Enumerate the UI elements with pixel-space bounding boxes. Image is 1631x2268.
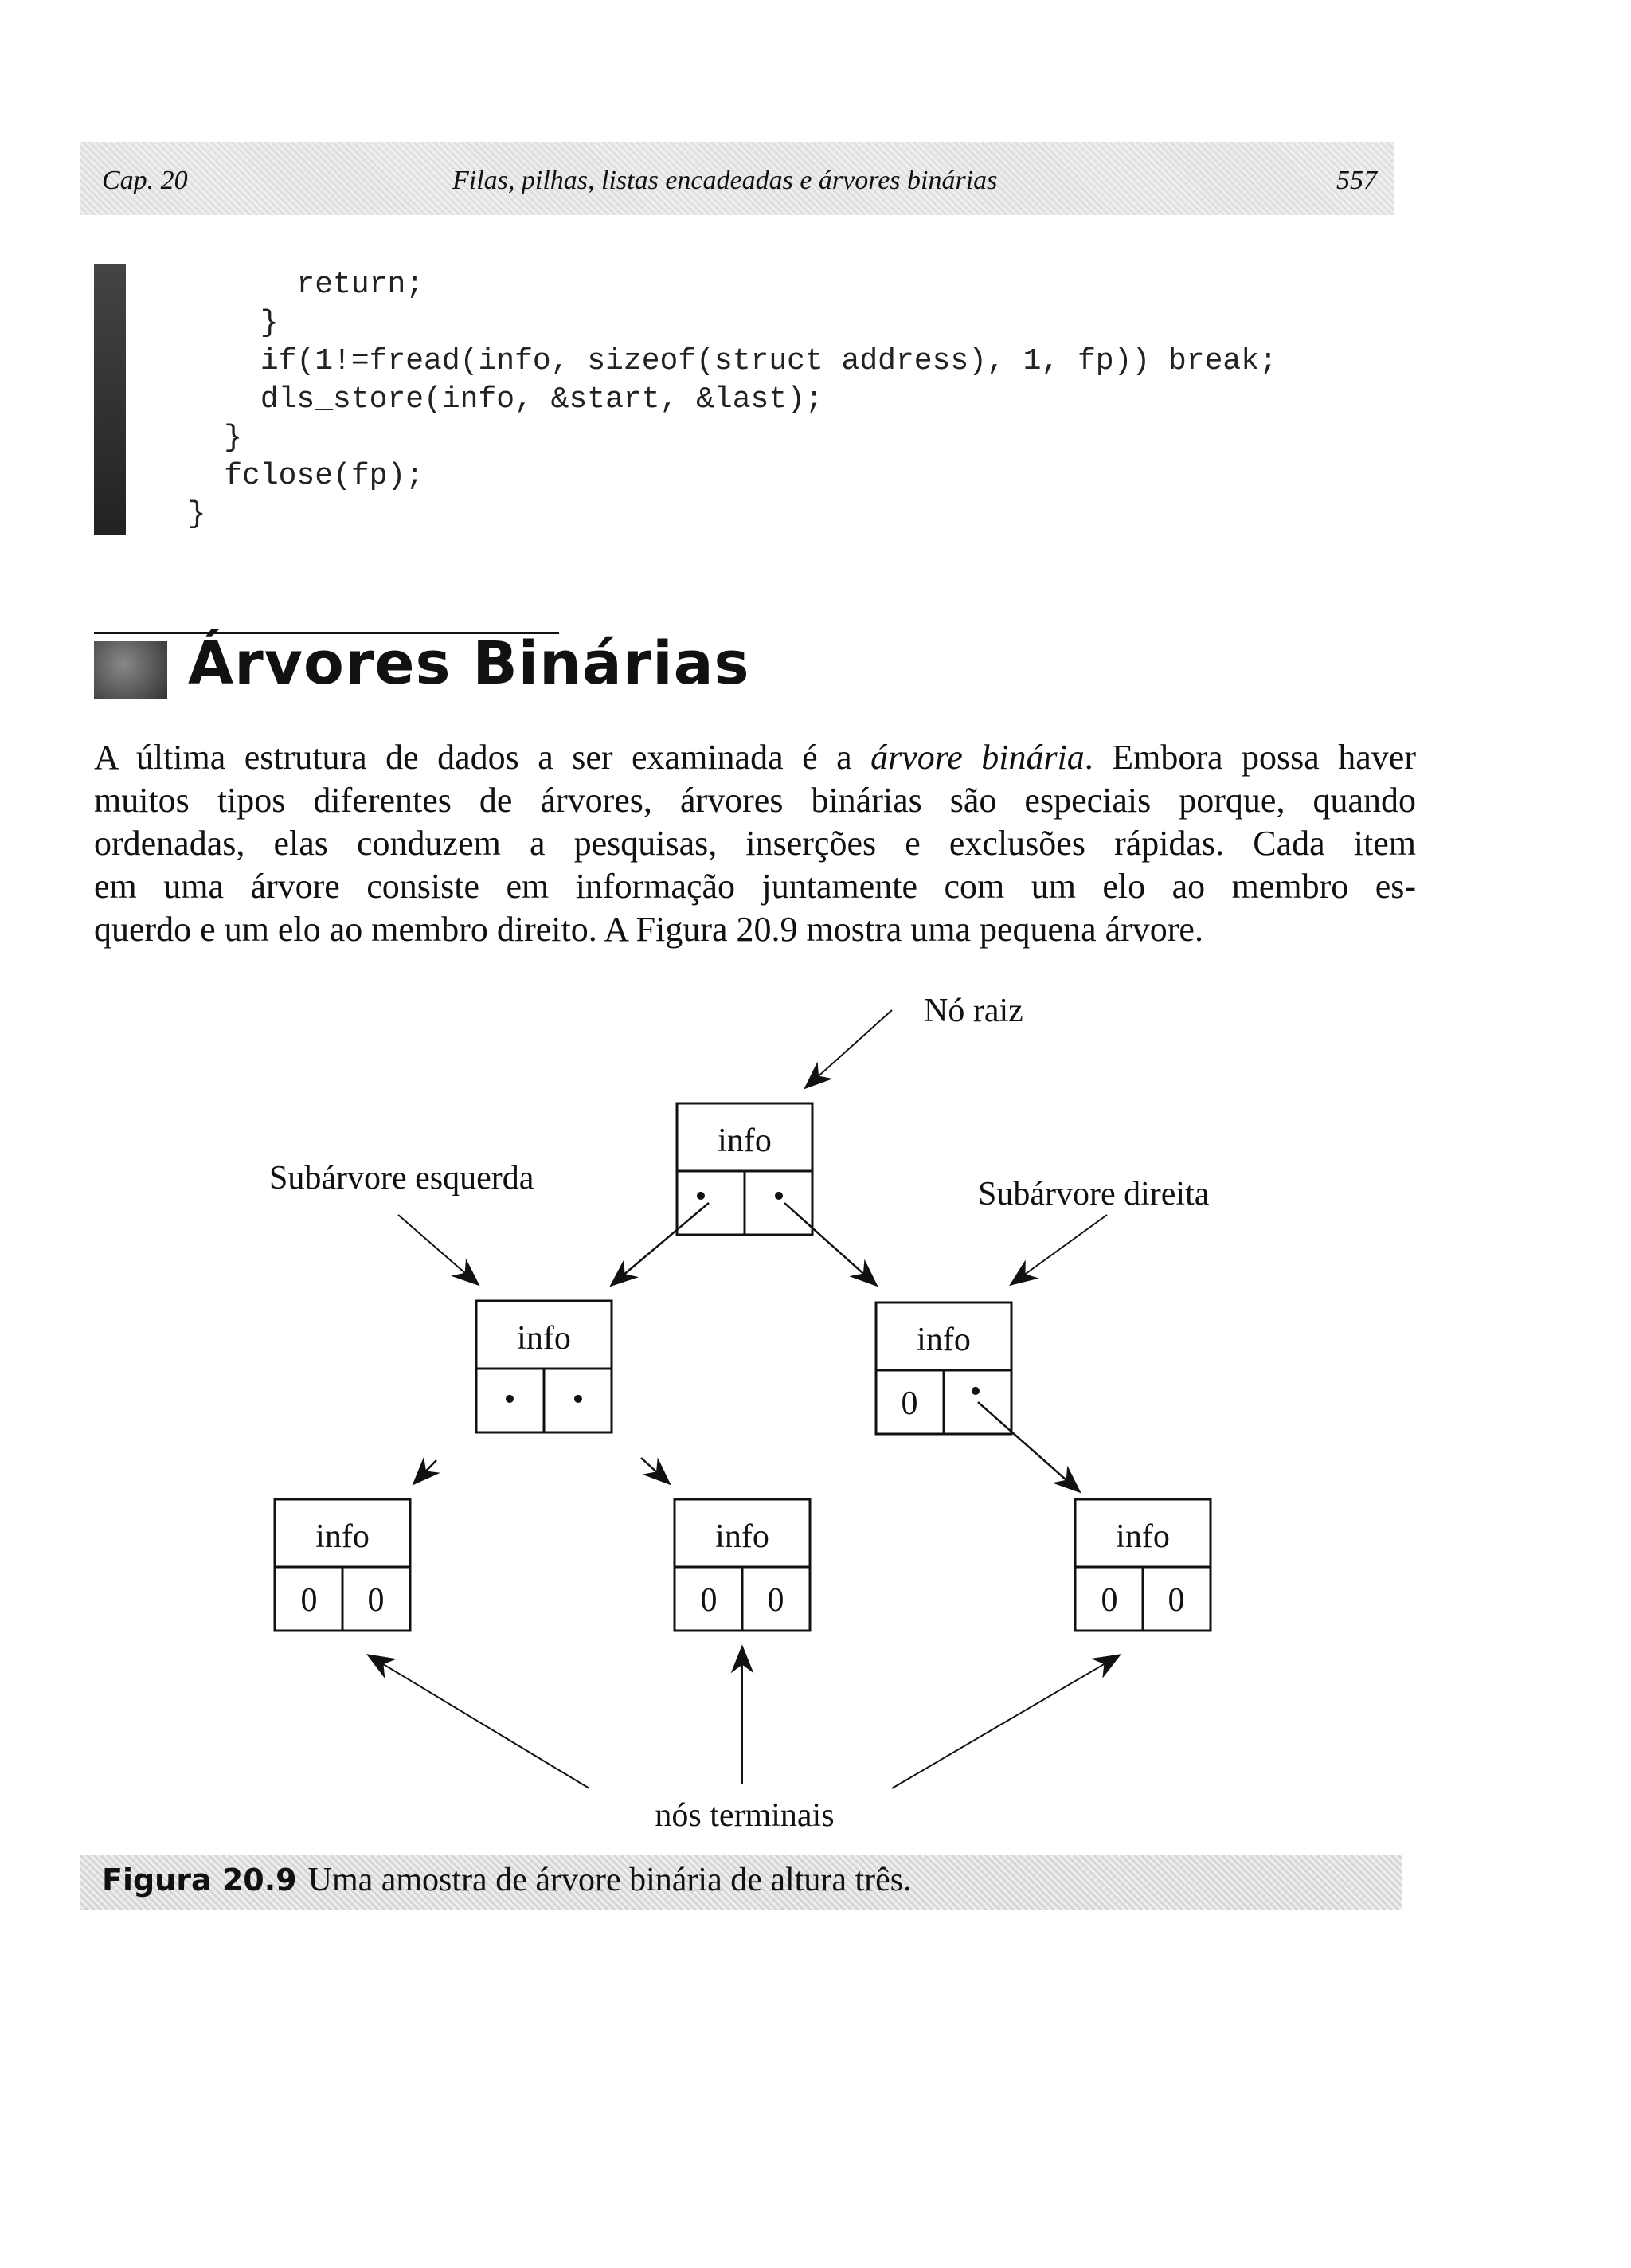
node-left-link: 0 bbox=[1101, 1582, 1118, 1619]
figure-number: Figura 20.9 bbox=[102, 1863, 297, 1898]
node-left-link: • bbox=[694, 1178, 707, 1215]
link-arrow bbox=[641, 1458, 669, 1483]
terminal-arrow bbox=[369, 1655, 589, 1788]
node-right-link: • bbox=[772, 1178, 785, 1215]
chapter-label: Cap. 20 bbox=[102, 166, 188, 195]
paragraph-line: querdo e um elo ao membro direito. A Figura 20.9 mostra uma pequena árvore. bbox=[94, 910, 1203, 949]
tree-node-leaf bbox=[275, 1499, 410, 1631]
node-info-label: info bbox=[315, 1518, 370, 1555]
right-subtree-arrow bbox=[1011, 1215, 1107, 1284]
paragraph-line: ordenadas, elas conduzem a pesquisas, inserções e exclusões rápidas. Cada item bbox=[94, 824, 1416, 863]
code-line: } bbox=[151, 421, 243, 455]
link-arrow bbox=[978, 1402, 1079, 1491]
code-line: } bbox=[151, 306, 279, 340]
right-subtree-label: Subárvore direita bbox=[978, 1176, 1210, 1212]
paragraph-line: muitos tipos diferentes de árvores, árvores binárias são especiais porque, quando bbox=[94, 781, 1416, 820]
root-label: Nó raiz bbox=[924, 993, 1023, 1029]
left-subtree-arrow bbox=[398, 1215, 478, 1284]
code-line: } bbox=[151, 497, 206, 531]
node-right-link: • bbox=[572, 1381, 585, 1418]
node-left-link: 0 bbox=[901, 1385, 918, 1422]
node-right-link: 0 bbox=[367, 1582, 385, 1619]
root-pointer-arrow bbox=[806, 1010, 892, 1087]
figure-caption-text: Uma amostra de árvore binária de altura três. bbox=[307, 1862, 912, 1898]
section-heading: Árvores Binárias bbox=[188, 629, 750, 698]
code-line: dls_store(info, &start, &last); bbox=[151, 382, 823, 417]
tree-node-left bbox=[476, 1301, 612, 1432]
page-number: 557 bbox=[1336, 166, 1377, 195]
tree-node-leaf bbox=[1075, 1499, 1211, 1631]
node-right-link: • bbox=[969, 1373, 982, 1410]
node-right-link: 0 bbox=[767, 1582, 784, 1619]
node-left-link: 0 bbox=[300, 1582, 318, 1619]
link-arrow bbox=[414, 1460, 436, 1483]
node-left-link: 0 bbox=[700, 1582, 718, 1619]
code-line: return; bbox=[151, 268, 424, 302]
node-info-label: info bbox=[715, 1518, 769, 1555]
figure-caption bbox=[102, 1861, 912, 1899]
node-info-label: info bbox=[917, 1322, 971, 1358]
node-info-label: info bbox=[517, 1320, 571, 1357]
tree-node-leaf bbox=[675, 1499, 810, 1631]
terminal-arrow bbox=[892, 1655, 1119, 1788]
paragraph-line: em uma árvore consiste em informação juntamente com um elo ao membro es- bbox=[94, 867, 1416, 906]
code-line: if(1!=fread(info, sizeof(struct address), 1, fp)) break; bbox=[151, 344, 1277, 378]
tree-node-root bbox=[677, 1103, 812, 1235]
terminal-label: nós terminais bbox=[655, 1797, 835, 1834]
link-arrow bbox=[784, 1203, 876, 1285]
chapter-title: Filas, pilhas, listas encadeadas e árvores binárias bbox=[452, 166, 998, 195]
node-info-label: info bbox=[718, 1122, 772, 1159]
code-line: fclose(fp); bbox=[151, 459, 424, 493]
emphasis-term: árvore binária bbox=[870, 738, 1085, 777]
node-left-link: • bbox=[503, 1381, 516, 1418]
paragraph-line-1-text: A última estrutura de dados a ser examinada é a árvore binária. Embora possa haver bbox=[94, 738, 1416, 777]
node-right-link: 0 bbox=[1168, 1582, 1185, 1619]
left-subtree-label: Subárvore esquerda bbox=[269, 1160, 534, 1197]
node-info-label: info bbox=[1116, 1518, 1170, 1555]
link-arrow bbox=[612, 1203, 709, 1285]
